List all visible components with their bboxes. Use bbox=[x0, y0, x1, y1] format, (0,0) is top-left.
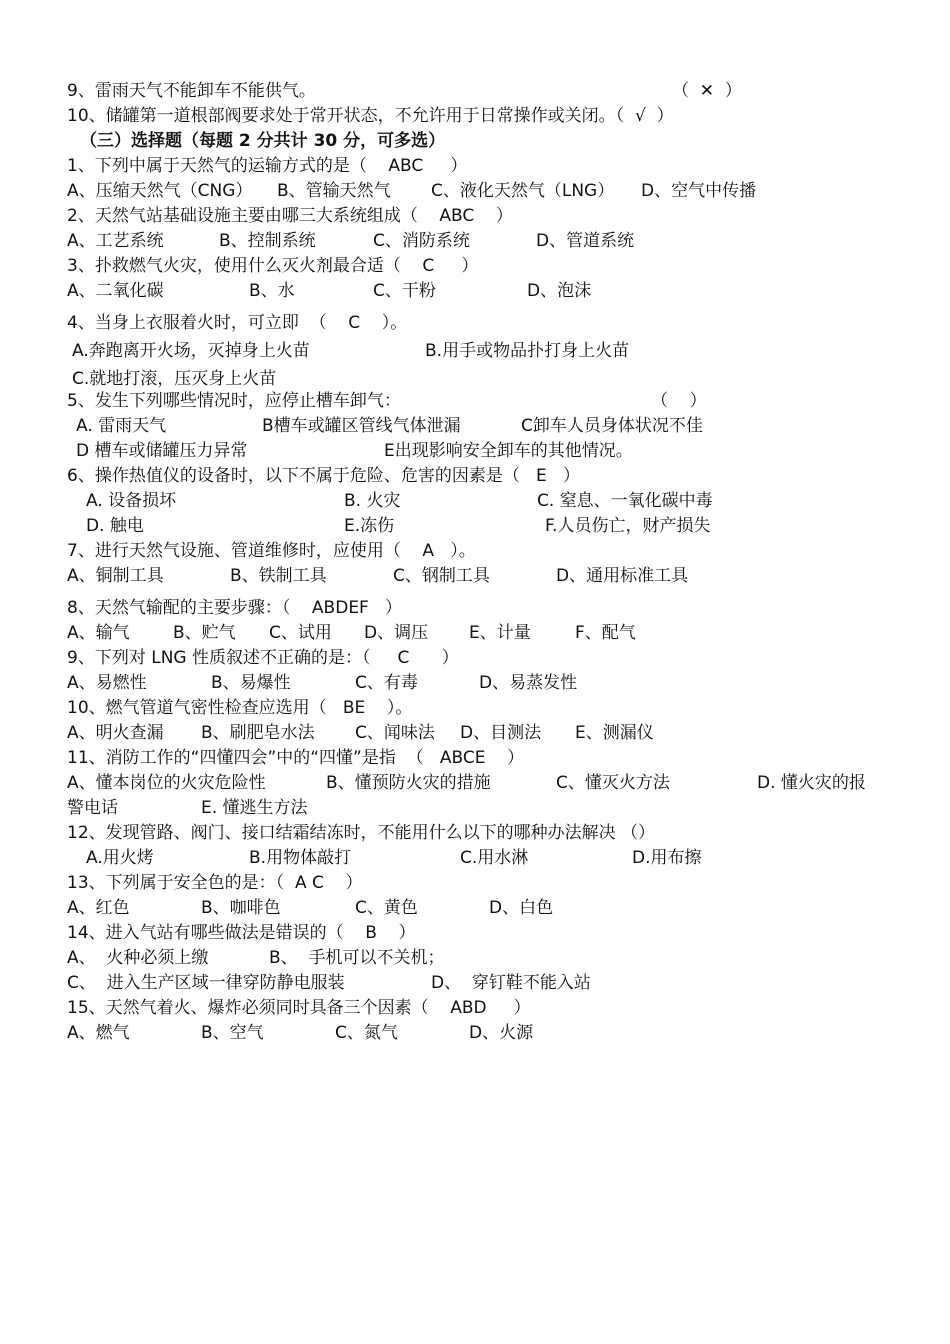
question-11-stem: 11、消防工作的“四懂四会”中的“四懂”是指 （ ABCE ） bbox=[67, 748, 525, 768]
option-d: D、 穿钉鞋不能入站 bbox=[431, 973, 591, 993]
question-15-options bbox=[0, 1022, 534, 1044]
question-10-options bbox=[0, 722, 654, 744]
option-d: D、空气中传播 bbox=[641, 181, 757, 201]
question-9-stem: 9、下列对 LNG 性质叙述不正确的是：（ C ） bbox=[67, 648, 459, 668]
option-a: A、红色 bbox=[67, 898, 130, 918]
question-5-stem: 5、发生下列哪些情况时，应停止槽车卸气： （ ） bbox=[67, 391, 707, 411]
option-e: E、测漏仪 bbox=[575, 723, 654, 743]
option-d: D 槽车或储罐压力异常 bbox=[76, 441, 248, 461]
question-5-options bbox=[0, 415, 703, 437]
option-d: D. 懂火灾的报 bbox=[757, 773, 866, 793]
option-d-continued: 警电话 bbox=[67, 798, 118, 818]
option-b: B、管输天然气 bbox=[277, 181, 391, 201]
option-d: D、火源 bbox=[469, 1023, 534, 1043]
option-c: C.就地打滚，压灭身上火苗 bbox=[72, 369, 277, 389]
question-12-stem: 12、发现管路、阀门、接口结霜结冻时，不能用什么以下的哪种办法解决 （） bbox=[67, 823, 656, 843]
question-6-options-row2 bbox=[0, 515, 711, 537]
option-b: B. 火灾 bbox=[344, 491, 401, 511]
option-b: B、空气 bbox=[201, 1023, 264, 1043]
option-a: A、易燃性 bbox=[67, 673, 147, 693]
question-4-options-row2 bbox=[0, 368, 277, 390]
question-6-stem: 6、操作热值仪的设备时，以下不属于危险、危害的因素是（ E ） bbox=[67, 466, 580, 486]
question-11-options bbox=[0, 772, 866, 794]
option-b: B、 手机可以不关机； bbox=[269, 948, 445, 968]
option-f: F.人员伤亡，财产损失 bbox=[545, 516, 711, 536]
question-9-options bbox=[0, 672, 578, 694]
option-c: C. 窒息、一氧化碳中毒 bbox=[537, 491, 713, 511]
option-d: D、通用标准工具 bbox=[556, 566, 689, 586]
question-7-stem: 7、进行天然气设施、管道维修时，应使用（ A ）。 bbox=[67, 541, 476, 561]
question-5-answer: （ ） bbox=[651, 391, 707, 411]
question-2-stem: 2、天然气站基础设施主要由哪三大系统组成（ ABC ） bbox=[67, 206, 513, 226]
option-b: B、贮气 bbox=[173, 623, 236, 643]
tf-question-9-text: 9、雷雨天气不能卸车不能供气。 bbox=[67, 81, 316, 101]
tf-question-10 bbox=[0, 105, 674, 127]
question-4-options bbox=[0, 340, 630, 362]
question-11-options-row2 bbox=[0, 797, 308, 819]
option-c: C.用水淋 bbox=[460, 848, 529, 868]
option-d: D、调压 bbox=[364, 623, 429, 643]
question-8-stem: 8、天然气输配的主要步骤：（ ABDEF ） bbox=[67, 598, 403, 618]
option-d: D. 触电 bbox=[86, 516, 144, 536]
option-a: A、 火种必须上缴 bbox=[67, 948, 209, 968]
tf-question-9-answer: （ ✕ ） bbox=[672, 81, 742, 101]
question-1-options bbox=[0, 180, 757, 202]
question-14-stem: 14、进入气站有哪些做法是错误的（ B ） bbox=[67, 923, 416, 943]
option-c: C、干粉 bbox=[373, 281, 436, 301]
question-4-stem: 4、当身上衣服着火时，可立即 （ C ）。 bbox=[67, 313, 408, 333]
question-15-stem: 15、天然气着火、爆炸必须同时具备三个因素（ ABD ） bbox=[67, 998, 531, 1018]
question-3-stem: 3、扑救燃气火灾，使用什么灭火剂最合适（ C ） bbox=[67, 256, 479, 276]
option-a: A、工艺系统 bbox=[67, 231, 164, 251]
option-a: A、燃气 bbox=[67, 1023, 130, 1043]
question-13-options bbox=[0, 897, 554, 919]
option-a: A、懂本岗位的火灾危险性 bbox=[67, 773, 266, 793]
option-a: A. 设备损坏 bbox=[86, 491, 177, 511]
question-1-stem: 1、下列中属于天然气的运输方式的是（ ABC ） bbox=[67, 156, 468, 176]
option-c: C、黄色 bbox=[355, 898, 418, 918]
option-d: D、目测法 bbox=[460, 723, 542, 743]
option-a: A、输气 bbox=[67, 623, 130, 643]
option-a: A、二氧化碳 bbox=[67, 281, 164, 301]
question-13-stem: 13、下列属于安全色的是：（ A C ） bbox=[67, 873, 363, 893]
option-a: A、明火查漏 bbox=[67, 723, 164, 743]
option-d: D.用布擦 bbox=[632, 848, 702, 868]
option-a: A. 雷雨天气 bbox=[76, 416, 167, 436]
option-b: B、控制系统 bbox=[219, 231, 316, 251]
question-14-options-row2 bbox=[0, 972, 591, 994]
option-c: C、有毒 bbox=[355, 673, 418, 693]
question-6-options bbox=[0, 490, 713, 512]
question-3-options bbox=[0, 280, 592, 302]
option-b: B、易爆性 bbox=[211, 673, 291, 693]
option-c: C、 进入生产区域一律穿防静电服装 bbox=[67, 973, 345, 993]
option-b: B.用手或物品扑打身上火苗 bbox=[425, 341, 630, 361]
question-10-stem: 10、燃气管道气密性检查应选用（ BE ）。 bbox=[67, 698, 413, 718]
option-b: B槽车或罐区管线气体泄漏 bbox=[262, 416, 461, 436]
section-title: （三）选择题（每题 2 分共计 30 分，可多选） bbox=[80, 131, 446, 151]
option-a: A、铜制工具 bbox=[67, 566, 164, 586]
option-c: C、闻味法 bbox=[355, 723, 435, 743]
option-e: E出现影响安全卸车的其他情况。 bbox=[384, 441, 633, 461]
option-c: C、液化天然气（LNG） bbox=[431, 181, 615, 201]
option-a: A.用火烤 bbox=[86, 848, 154, 868]
question-12-options bbox=[0, 847, 702, 869]
option-b: B、咖啡色 bbox=[201, 898, 281, 918]
option-c: C、钢制工具 bbox=[393, 566, 490, 586]
option-b: B、铁制工具 bbox=[230, 566, 327, 586]
option-c: C、懂灭火方法 bbox=[556, 773, 670, 793]
option-d: D、白色 bbox=[489, 898, 554, 918]
option-e: E.冻伤 bbox=[344, 516, 395, 536]
option-b: B、懂预防火灾的措施 bbox=[326, 773, 491, 793]
option-d: D、管道系统 bbox=[536, 231, 635, 251]
option-c: C、氮气 bbox=[335, 1023, 398, 1043]
question-8-options bbox=[0, 622, 636, 644]
question-14-options bbox=[0, 947, 445, 969]
option-a: A、压缩天然气（CNG） bbox=[67, 181, 253, 201]
option-f: F、配气 bbox=[575, 623, 636, 643]
option-b: B、水 bbox=[249, 281, 295, 301]
tf-question-10-text: 10、储罐第一道根部阀要求处于常开状态，不允许用于日常操作或关闭。（ √ ） bbox=[67, 106, 674, 126]
option-c: C、消防系统 bbox=[373, 231, 470, 251]
option-c: C、试用 bbox=[269, 623, 332, 643]
option-c: C卸车人员身体状况不佳 bbox=[521, 416, 703, 436]
option-e: E. 懂逃生方法 bbox=[201, 798, 308, 818]
option-b: B.用物体敲打 bbox=[249, 848, 352, 868]
option-d: D、易蒸发性 bbox=[479, 673, 578, 693]
option-a: A.奔跑离开火场，灭掉身上火苗 bbox=[72, 341, 310, 361]
option-e: E、计量 bbox=[469, 623, 531, 643]
question-7-options bbox=[0, 565, 689, 587]
question-2-options bbox=[0, 230, 635, 252]
option-d: D、泡沫 bbox=[527, 281, 592, 301]
question-5-options-row2 bbox=[0, 440, 633, 462]
tf-question-9 bbox=[0, 80, 742, 102]
option-b: B、刷肥皂水法 bbox=[201, 723, 315, 743]
